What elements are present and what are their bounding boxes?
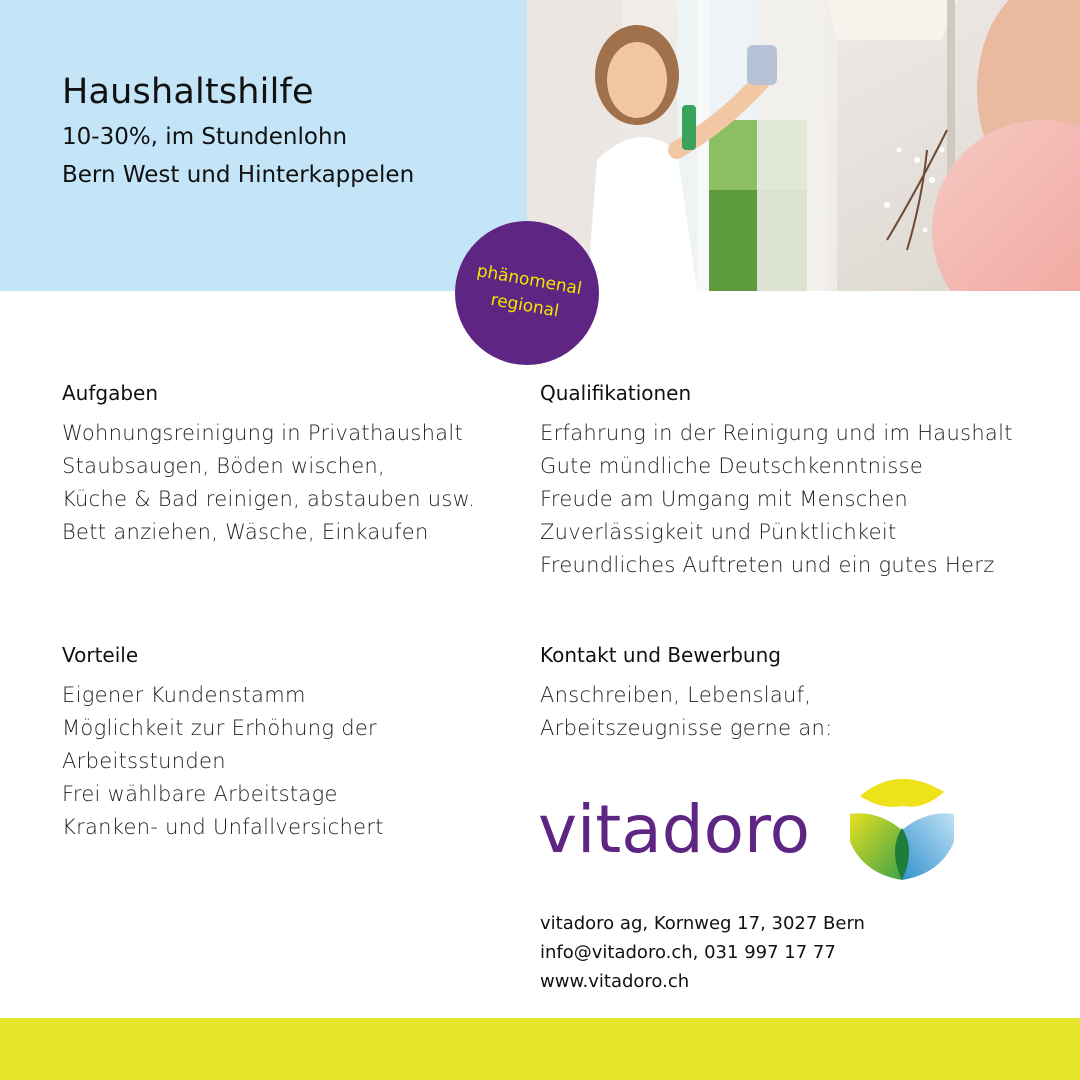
- list-item: Erfahrung in der Reinigung und im Haushalt: [540, 421, 1013, 445]
- list-item: Küche & Bad reinigen, abstauben usw.: [62, 487, 476, 511]
- footer-bar: [0, 1018, 1080, 1080]
- section-qualifikationen: [540, 381, 1013, 582]
- badge-line-2: regional: [489, 289, 561, 322]
- list-item: Bett anziehen, Wäsche, Einkaufen: [62, 520, 429, 544]
- website-link[interactable]: www.vitadoro.ch: [540, 971, 690, 992]
- contact-address-block: [540, 909, 865, 996]
- email-phone[interactable]: info@vitadoro.ch, 031 997 17 77: [540, 942, 836, 963]
- list-item: Freundliches Auftreten und ein gutes Herz: [540, 553, 995, 577]
- list-item: Freude am Umgang mit Menschen: [540, 487, 909, 511]
- hero-photo: [527, 0, 1080, 291]
- section-kontakt: [540, 643, 832, 745]
- vitadoro-logo: [538, 770, 958, 885]
- job-title: Haushaltshilfe: [62, 72, 314, 112]
- list-item: Kranken- und Unfallversichert: [62, 815, 384, 839]
- list-item: Anschreiben, Lebenslauf,: [540, 683, 812, 707]
- section-heading: Kontakt und Bewerbung: [540, 643, 781, 667]
- phaenomenal-regional-badge: [455, 221, 599, 365]
- section-heading: Aufgaben: [62, 381, 159, 405]
- list-item: Zuverlässigkeit und Pünktlichkeit: [540, 520, 897, 544]
- list-item: Wohnungsreinigung in Privathaushalt: [62, 421, 464, 445]
- list-item: Arbeitsstunden: [62, 749, 226, 773]
- section-vorteile: [62, 643, 384, 844]
- list-item: Eigener Kundenstamm: [62, 683, 306, 707]
- company-address: vitadoro ag, Kornweg 17, 3027 Bern: [540, 913, 865, 934]
- logo-wordmark: vitadoro: [538, 791, 811, 868]
- section-heading: Vorteile: [62, 643, 139, 667]
- job-workload: 10-30%, im Stundenlohn: [62, 124, 348, 150]
- badge-line-1: phänomenal: [475, 261, 584, 300]
- logo-leaf-icon: [850, 779, 954, 880]
- list-item: Gute mündliche Deutschkenntnisse: [540, 454, 924, 478]
- section-aufgaben: [62, 381, 475, 549]
- list-item: Frei wählbare Arbeitstage: [62, 782, 338, 806]
- section-heading: Qualifikationen: [540, 381, 692, 405]
- list-item: Staubsaugen, Böden wischen,: [62, 454, 386, 478]
- list-item: Möglichkeit zur Erhöhung der: [62, 716, 377, 740]
- job-location: Bern West und Hinterkappelen: [62, 162, 415, 188]
- list-item: Arbeitszeugnisse gerne an:: [540, 716, 833, 740]
